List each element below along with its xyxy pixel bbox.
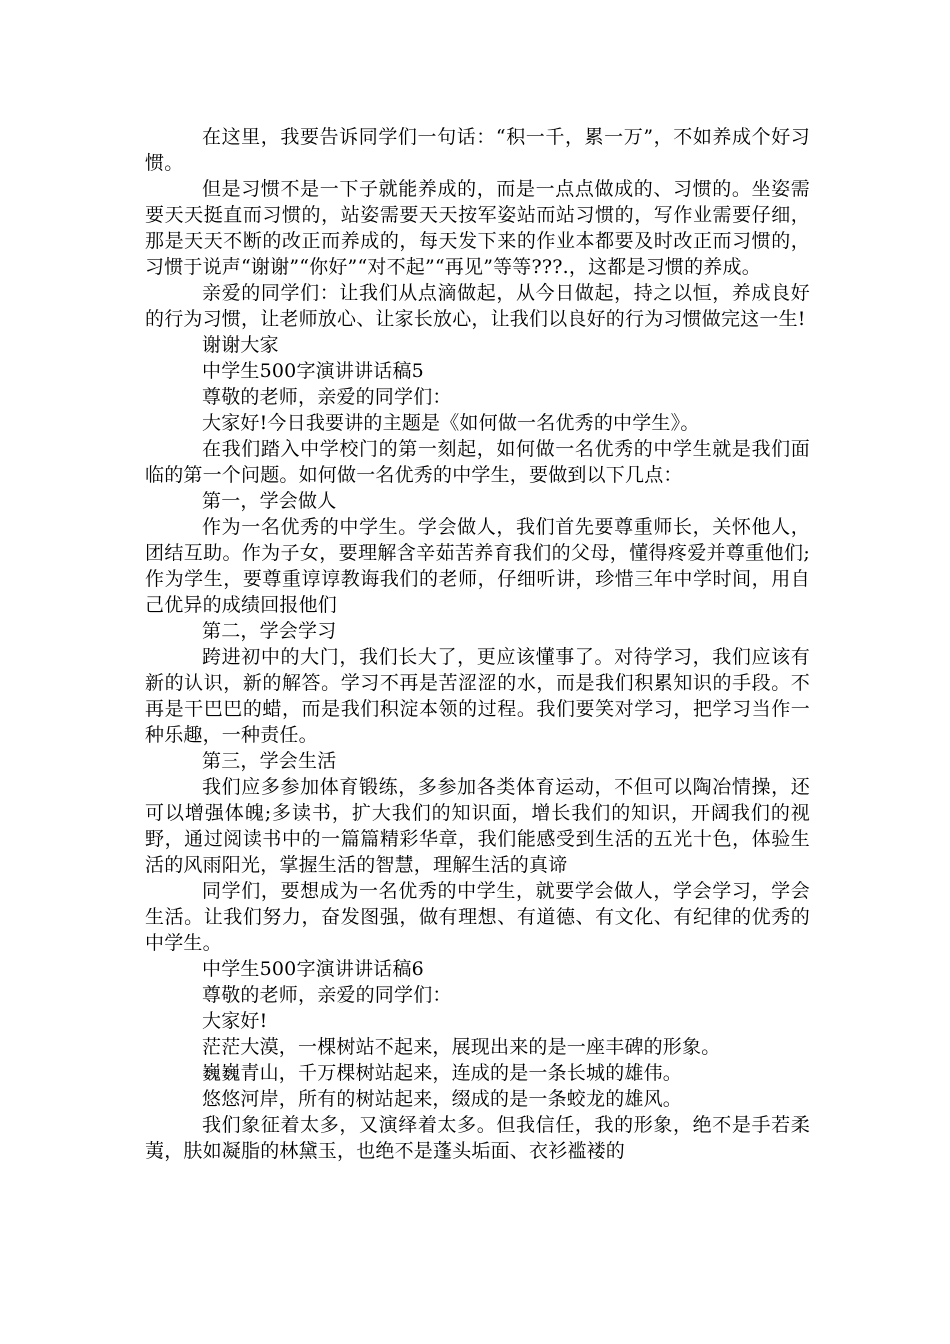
paragraph: 作为一名优秀的中学生。学会做人，我们首先要尊重师长，关怀他人，团结互助。作为子女，要理解含辛茹苦养育我们的父母，懂得疼爱并尊重他们;作为学生，要尊重谆谆教诲我们的老师，仔细听讲，珍惜三年中学时间，用自己优异的成绩回报他们	[145, 516, 810, 616]
paragraph: 在这里，我要告诉同学们一句话：“积一千，累一万”，不如养成个好习惯。	[145, 126, 810, 174]
closing-line: 谢谢大家	[202, 334, 279, 356]
greeting: 大家好!	[202, 1010, 268, 1032]
subheading: 第三，学会生活	[202, 750, 337, 772]
paragraph: 大家好!今日我要讲的主题是《如何做一名优秀的中学生》。	[202, 412, 700, 434]
paragraph: 亲爱的同学们：让我们从点滴做起，从今日做起，持之以恒，养成良好的行为习惯，让老师放心、让家长放心，让我们以良好的行为习惯做完这一生!	[145, 282, 810, 330]
paragraph: 同学们，要想成为一名优秀的中学生，就要学会做人，学会学习，学会生活。让我们努力，奋发图强，做有理想、有道德、有文化、有纪律的优秀的中学生。	[145, 880, 810, 954]
salutation: 尊敬的老师，亲爱的同学们：	[202, 386, 452, 408]
paragraph: 悠悠河岸，所有的树站起来，缀成的是一条蛟龙的雄风。	[202, 1088, 683, 1110]
section-title: 中学生500字演讲讲话稿6	[202, 958, 424, 980]
paragraph: 在我们踏入中学校门的第一刻起，如何做一名优秀的中学生就是我们面临的第一个问题。如何做一名优秀的中学生，要做到以下几点：	[145, 438, 810, 486]
paragraph: 巍巍青山，千万棵树站起来，连成的是一条长城的雄伟。	[202, 1062, 683, 1084]
subheading: 第一，学会做人	[202, 490, 337, 512]
document-page	[145, 124, 810, 1164]
paragraph: 但是习惯不是一下子就能养成的，而是一点点做成的、习惯的。坐姿需要天天挺直而习惯的，站姿需要天天按军姿站而站习惯的，写作业需要仔细，那是天天不断的改正而养成的，每天发下来的作业本都要及时改正而习惯的，习惯于说声“谢谢”“你好”“对不起”“再见”等等???.，这都是习惯的养成。	[145, 178, 810, 278]
subheading: 第二，学会学习	[202, 620, 337, 642]
salutation: 尊敬的老师，亲爱的同学们：	[202, 984, 452, 1006]
paragraph: 跨进初中的大门，我们长大了，更应该懂事了。对待学习，我们应该有新的认识，新的解答。学习不再是苦涩涩的水，而是我们积累知识的手段。不再是干巴巴的蜡，而是我们积淀本领的过程。我们要笑对学习，把学习当作一种乐趣，一种责任。	[145, 646, 810, 746]
paragraph: 茫茫大漠，一棵树站不起来，展现出来的是一座丰碑的形象。	[202, 1036, 721, 1058]
section-title: 中学生500字演讲讲话稿5	[202, 360, 424, 382]
paragraph: 我们应多参加体育锻练，多参加各类体育运动，不但可以陶冶情操，还可以增强体魄;多读书，扩大我们的知识面，增长我们的知识，开阔我们的视野，通过阅读书中的一篇篇精彩华章，我们能感受到生活的五光十色，体验生活的风雨阳光，掌握生活的智慧，理解生活的真谛	[145, 776, 810, 876]
paragraph: 我们象征着太多，又演绎着太多。但我信任，我的形象，绝不是手若柔荑，肤如凝脂的林黛玉，也绝不是蓬头垢面、衣衫褴褛的	[145, 1114, 810, 1162]
